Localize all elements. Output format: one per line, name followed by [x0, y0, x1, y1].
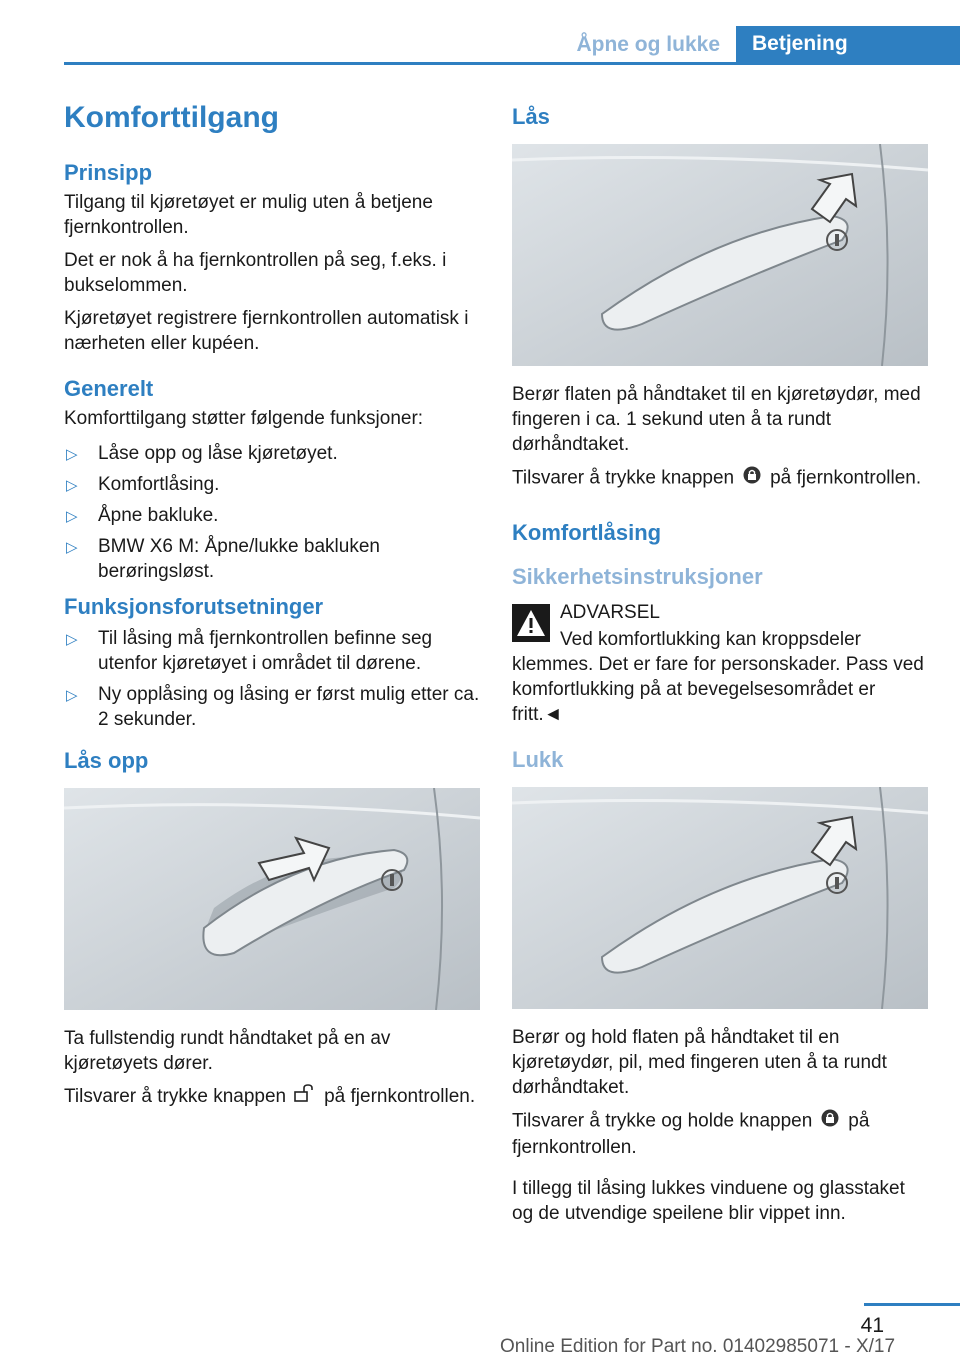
heading-las: Lås: [512, 104, 550, 129]
header-section: Åpne og lukke: [576, 33, 720, 56]
heading-komfortlasing: Komfortlåsing: [512, 520, 662, 545]
list-item: ▷ Komfortlåsing.: [64, 472, 482, 497]
paragraph: Tilgang til kjøretøyet er mulig uten å betjene fjernkontrollen.: [64, 192, 433, 238]
right-column: [512, 96, 928, 1234]
unlock-icon: [294, 1084, 316, 1109]
warning-text: Ved komfortlukking kan kroppsdeler klemmes. Det er fare for personskader. Pass ved komfortlukking på at bevegelsesområdet er fritt.◄: [512, 629, 924, 725]
bullet-triangle-icon: ▷: [66, 539, 78, 556]
paragraph: Tilsvarer å trykke knappen på fjernkontrollen.: [512, 465, 928, 492]
list-item: ▷ Låse opp og låse kjøretøyet.: [64, 441, 482, 466]
warning-triangle-icon: [512, 604, 550, 642]
paragraph: Kjøretøyet registrere fjernkontrollen automatisk i nærheten eller kupéen.: [64, 308, 469, 354]
bullet-triangle-icon: ▷: [66, 477, 78, 494]
left-column: [64, 96, 482, 1117]
list-item: ▷ Åpne bakluke.: [64, 503, 482, 528]
paragraph: Det er nok å ha fjernkontrollen på seg, f.eks. i bukselommen.: [64, 250, 447, 296]
lock-icon: [742, 465, 762, 492]
heading-funksjonsforutsetninger: Funksjonsforutsetninger: [64, 594, 324, 619]
paragraph: Tilsvarer å trykke knappen på fjernkontrollen.: [64, 1084, 482, 1109]
bullet-triangle-icon: ▷: [66, 687, 78, 704]
heading-generelt: Generelt: [64, 376, 154, 401]
heading-sikkerhetsinstruksjoner: Sikkerhetsinstruksjoner: [512, 564, 763, 589]
edition-note: Online Edition for Part no. 01402985071 - X/17: [500, 1336, 896, 1357]
warning-box: [512, 600, 928, 727]
footer-rule: [864, 1303, 960, 1306]
paragraph: Berør og hold flaten på håndtaket til en kjøretøydør, pil, med fingeren uten å ta rundt dørhåndtaket.: [512, 1027, 887, 1098]
door-handle-unlock-figure: [64, 788, 480, 1010]
paragraph: Ta fullstendig rundt håndtaket på en av kjøretøyets dører.: [64, 1028, 391, 1074]
bullet-triangle-icon: ▷: [66, 446, 78, 463]
heading-las-opp: Lås opp: [64, 748, 149, 773]
paragraph: I tillegg til låsing lukkes vinduene og glasstaket og de utvendige speilene blir vippet inn.: [512, 1178, 905, 1224]
heading-prinsipp: Prinsipp: [64, 160, 153, 185]
bullet-triangle-icon: ▷: [66, 508, 78, 525]
door-handle-close-figure: [512, 787, 928, 1009]
requirement-list: [64, 626, 482, 732]
list-item: ▷ Til låsing må fjernkontrollen befinne seg utenfor kjøretøyet i området til dørene.: [66, 628, 433, 674]
warning-title: ADVARSEL: [560, 602, 660, 623]
door-handle-lock-figure: [512, 144, 928, 366]
page-title: Komforttilgang: [64, 101, 279, 134]
list-item: ▷ BMW X6 M: Åpne/lukke bakluken berøringsløst.: [66, 536, 380, 582]
heading-lukk: Lukk: [512, 747, 564, 772]
header-rule: [64, 62, 960, 65]
paragraph: Komforttilgang støtter følgende funksjoner:: [64, 408, 424, 429]
paragraph: Berør flaten på håndtaket til en kjøretøydør, med fingeren i ca. 1 sekund uten å ta rundt dørhåndtaket.: [512, 384, 921, 455]
header-tab: Betjening: [736, 26, 960, 62]
list-item: ▷ Ny opplåsing og låsing er først mulig etter ca. 2 sekunder.: [66, 684, 480, 730]
bullet-triangle-icon: ▷: [66, 631, 78, 648]
page-number: 41: [860, 1314, 884, 1337]
paragraph: Tilsvarer å trykke og holde knappen på fjernkontrollen.: [512, 1108, 928, 1160]
feature-list: [64, 441, 482, 584]
lock-icon: [820, 1108, 840, 1135]
